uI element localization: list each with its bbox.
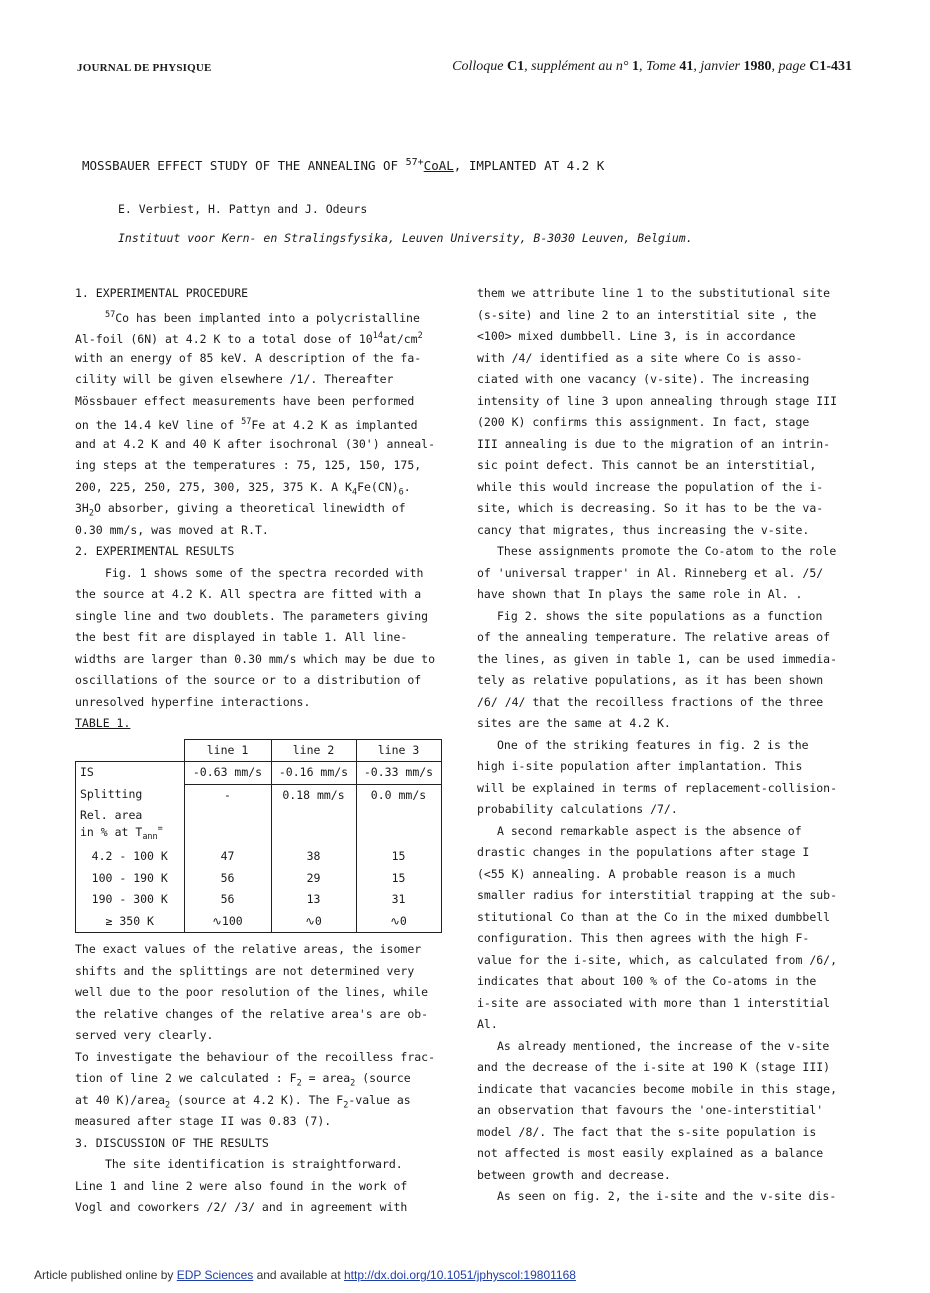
text: = area <box>301 1071 351 1086</box>
text: (source <box>355 1071 411 1086</box>
text-line: not affected is most easily explained as a balance <box>477 1146 824 1160</box>
issue-text: C1-431 <box>809 59 852 74</box>
table-row-label: Splitting <box>76 784 185 806</box>
table-row <box>76 806 442 846</box>
text-line: cancy that migrates, thus increasing the v-site. <box>477 522 810 537</box>
text-line: an observation that favours the 'one-interstitial' <box>477 1103 824 1117</box>
title-superscript: 57+ <box>405 157 424 168</box>
text-line: model /8/. The fact that the s-site population is <box>477 1124 817 1139</box>
table-cell: ∿0 <box>356 911 441 933</box>
text: on the 14.4 keV line of <box>75 417 242 432</box>
text-line: As seen on fig. 2, the i-site and the v-site dis- <box>497 1189 837 1203</box>
institution: Instituut voor Kern- en Stralingsfysika, Leuven University, B-3030 Leuven, Belgium. <box>118 231 693 245</box>
text-line: indicates that about 100 % of the Co-atoms in the <box>477 974 817 988</box>
text-line: oscillations of the source or to a distribution of <box>75 673 422 687</box>
table-header: line 3 <box>356 739 441 762</box>
table-caption-text: TABLE 1. <box>75 716 131 730</box>
issue-text: C1 <box>507 59 525 74</box>
table-row <box>76 911 442 933</box>
subscript: 2 <box>343 1099 349 1110</box>
table-row-label: 4.2 - 100 K <box>76 846 185 868</box>
table-cell: ∿100 <box>184 911 271 933</box>
text-line: value for the i-site, which, as calculated from /6/, <box>477 952 838 967</box>
text-line: (200 K) confirms this assignment. In fact, stage <box>477 415 810 429</box>
text-line: well due to the poor resolution of the lines, while <box>75 985 429 1000</box>
table-cell: 47 <box>184 846 271 868</box>
title-text: CoAL <box>423 158 454 174</box>
text-line: <100> mixed dumbbell. Line 3, is in accordance <box>477 329 796 343</box>
text-line <box>75 1090 465 1112</box>
section-heading: 2. EXPERIMENTAL RESULTS <box>75 544 235 558</box>
paper-title <box>82 157 604 173</box>
table-header: line 1 <box>184 739 271 762</box>
text-line: and at 4.2 K and 40 K after isochronal (30') anneal- <box>75 436 436 451</box>
subscript: 6 <box>398 486 404 497</box>
table-cell: 13 <box>271 889 356 911</box>
text-line: III annealing is due to the migration of an intrin- <box>477 436 831 451</box>
text-line: and the decrease of the i-site at 190 K (stage III) <box>477 1060 831 1074</box>
issue-text: Colloque <box>452 59 508 74</box>
text-line <box>75 1068 465 1090</box>
text-line: measured after stage II was 0.83 (7). <box>75 1114 332 1129</box>
text-line: the best fit are displayed in table 1. All line- <box>75 630 408 644</box>
subscript: 2 <box>165 1099 171 1110</box>
table-cell: -0.33 mm/s <box>356 762 441 785</box>
text-line: shifts and the splittings are not determined very <box>75 963 415 978</box>
rel-area-label <box>80 822 180 844</box>
text: Al-foil (6N) at 4.2 K to a total dose of 10 <box>75 331 373 346</box>
subscript: ann <box>142 832 158 843</box>
text: . <box>403 479 411 494</box>
journal-name: JOURNAL DE PHYSIQUE <box>77 62 212 74</box>
text-line: unresolved hyperfine interactions. <box>75 694 311 709</box>
text-line: Al. <box>477 1017 498 1031</box>
text: -value as <box>348 1092 411 1107</box>
text: (source at 4.2 K). The F <box>170 1092 344 1107</box>
text: Fe at 4.2 K as implanted <box>251 417 418 432</box>
table-cell <box>271 806 356 846</box>
table-caption <box>75 713 465 735</box>
text-line: /6/ /4/ that the recoilless fractions of the three <box>477 694 824 709</box>
table-cell: 38 <box>271 846 356 868</box>
table-row-label: IS <box>76 762 185 785</box>
text-line <box>75 305 465 327</box>
text-line: widths are larger than 0.30 mm/s which may be due to <box>75 651 436 666</box>
text-line: drastic changes in the populations after stage I <box>477 845 810 859</box>
table-row <box>76 762 442 785</box>
title-text: , IMPLANTED AT 4.2 K <box>453 158 605 174</box>
table-row <box>76 868 442 890</box>
table-row-label: 100 - 190 K <box>76 868 185 890</box>
table-cell: 15 <box>356 846 441 868</box>
text-line: Vogl and coworkers /2/ /3/ and in agreement with <box>75 1200 408 1215</box>
table-cell: 0.0 mm/s <box>356 784 441 806</box>
edp-sciences-link[interactable]: EDP Sciences <box>176 1268 254 1282</box>
text: at 40 K)/area <box>75 1092 166 1107</box>
text-line: configuration. This then agrees with the high F- <box>477 931 810 945</box>
superscript: 2 <box>417 331 423 341</box>
text-line: stitutional Co than at the Co in the mixed dumbbell <box>477 909 831 924</box>
text-line: with an energy of 85 keV. A description of the fa- <box>75 350 422 365</box>
text-line: the relative changes of the relative area's are ob- <box>75 1006 429 1021</box>
text-line: One of the striking features in fig. 2 is the <box>497 737 809 752</box>
text-line: i-site are associated with more than 1 interstitial <box>477 995 831 1010</box>
table-cell: ∿0 <box>271 911 356 933</box>
text: 200, 225, 250, 275, 300, 325, 375 K. A K <box>75 479 352 494</box>
superscript: = <box>157 824 163 834</box>
text: O absorber, giving a theoretical linewidth of <box>93 501 406 515</box>
text-line: of 'universal trapper' in Al. Rinneberg et al. /5/ <box>477 565 824 580</box>
footer-text: Article published online by <box>34 1268 177 1282</box>
publication-footer <box>34 1268 576 1282</box>
text-line: Mössbauer effect measurements have been performed <box>75 393 415 408</box>
superscript: 57 <box>105 309 116 320</box>
subscript: 2 <box>350 1078 356 1089</box>
issue-text: , janvier <box>693 59 744 74</box>
text-line: To investigate the behaviour of the recoilless frac- <box>75 1049 436 1064</box>
text: in % at T <box>80 824 143 839</box>
text-line <box>75 326 465 348</box>
issue-text: , supplément au n° <box>524 59 633 74</box>
table-row <box>76 889 442 911</box>
text-line: while this would increase the population of the i- <box>477 479 824 494</box>
text-line: sites are the same at 4.2 K. <box>477 716 671 730</box>
text-line: high i-site population after implantation. This <box>477 759 803 773</box>
text-line <box>75 498 465 520</box>
text-line: of the annealing temperature. The relative areas of <box>477 630 831 644</box>
text: at/cm <box>382 331 418 346</box>
subscript: 2 <box>296 1078 302 1089</box>
text-line: (s-site) and line 2 to an interstitial site , the <box>477 307 817 322</box>
right-column <box>477 283 862 1208</box>
table-corner <box>76 739 185 762</box>
text-line: single line and two doublets. The parameters giving <box>75 608 429 623</box>
left-column <box>75 283 465 1219</box>
table-row <box>76 846 442 868</box>
issue-text: 41 <box>679 59 694 74</box>
table-cell: 31 <box>356 889 441 911</box>
text-line: them we attribute line 1 to the substitutional site <box>477 286 831 300</box>
table-row <box>76 784 442 806</box>
text-line: smaller radius for interstitial trapping at the sub- <box>477 888 838 902</box>
issue-text: , page <box>771 59 810 74</box>
subscript: 4 <box>351 486 358 497</box>
table-cell: 56 <box>184 889 271 911</box>
table-cell <box>184 806 271 846</box>
doi-link[interactable]: http://dx.doi.org/10.1051/jphyscol:19801168 <box>343 1268 576 1282</box>
issue-text: 1980 <box>743 59 772 74</box>
text-line: The exact values of the relative areas, the isomer <box>75 942 422 957</box>
table-row-label: 190 - 300 K <box>76 889 185 911</box>
table-cell: -0.63 mm/s <box>184 762 271 785</box>
superscript: 14 <box>372 331 383 341</box>
issue-text: , Tome <box>639 59 680 74</box>
text-line: indicate that vacancies become mobile in this stage, <box>477 1081 838 1096</box>
table-row-label: ≥ 350 K <box>76 911 185 933</box>
superscript: 57 <box>241 417 252 427</box>
text-line: probability calculations /7/. <box>477 802 678 816</box>
text: 3H <box>75 501 89 515</box>
table-cell: 56 <box>184 868 271 890</box>
issue-info <box>452 59 852 75</box>
table-row-label <box>76 806 185 846</box>
text: tion of line 2 we calculated : F <box>75 1071 297 1086</box>
table-header: line 2 <box>271 739 356 762</box>
text-line: served very clearly. <box>75 1028 214 1043</box>
text-line: the source at 4.2 K. All spectra are fitted with a <box>75 587 422 601</box>
text-line: ing steps at the temperatures : 75, 125, 150, 175, <box>75 458 422 472</box>
table-cell: 0.18 mm/s <box>271 784 356 806</box>
subscript: 2 <box>88 508 94 519</box>
text-line <box>75 412 465 434</box>
text-line: Line 1 and line 2 were also found in the work of <box>75 1178 408 1193</box>
text-line: 0.30 mm/s, was moved at R.T. <box>75 522 269 537</box>
text-line: As already mentioned, the increase of the v-site <box>497 1038 830 1053</box>
text-line: Fig 2. shows the site populations as a function <box>497 608 823 623</box>
text-line: between growth and decrease. <box>477 1167 671 1182</box>
text: Co has been implanted into a polycristalline <box>115 310 420 325</box>
text-line: intensity of line 3 upon annealing through stage III <box>477 393 838 408</box>
table-cell: 15 <box>356 868 441 890</box>
section-heading: 3. DISCUSSION OF THE RESULTS <box>75 1135 269 1150</box>
table-cell <box>356 806 441 846</box>
text-line: cility will be given elsewhere /1/. Thereafter <box>75 372 394 386</box>
section-heading: 1. EXPERIMENTAL PROCEDURE <box>75 286 249 300</box>
footer-text: and available at <box>253 1268 344 1282</box>
authors: E. Verbiest, H. Pattyn and J. Odeurs <box>118 202 368 216</box>
text-line: Fig. 1 shows some of the spectra recorded with <box>105 565 424 580</box>
title-text: MOSSBAUER EFFECT STUDY OF THE ANNEALING OF <box>82 158 406 174</box>
text-line: will be explained in terms of replacement-collision- <box>477 780 838 795</box>
text-line: tely as relative populations, as it has been shown <box>477 673 824 687</box>
text-line: sic point defect. This cannot be an interstitial, <box>477 458 817 472</box>
text-line: have shown that In plays the same role in Al. . <box>477 587 803 601</box>
table-cell: 29 <box>271 868 356 890</box>
data-table <box>75 739 442 934</box>
text-line: with /4/ identified as a site where Co is asso- <box>477 350 803 365</box>
text-line: ciated with one vacancy (v-site). The increasing <box>477 372 810 386</box>
table-cell: - <box>184 784 271 806</box>
text-line: the lines, as given in table 1, can be used immedia- <box>477 651 838 666</box>
issue-text: 1 <box>632 59 640 74</box>
table-header-row <box>76 739 442 762</box>
text-line: (<55 K) annealing. A probable reason is a much <box>477 866 796 881</box>
text-line <box>75 477 465 499</box>
text-line: These assignments promote the Co-atom to the role <box>497 544 837 558</box>
text-line: The site identification is straightforward. <box>105 1157 403 1172</box>
text-line: site, which is decreasing. So it has to be the va- <box>477 501 824 515</box>
text: Fe(CN) <box>357 479 399 494</box>
text-line: A second remarkable aspect is the absence of <box>497 823 802 838</box>
table-cell: -0.16 mm/s <box>271 762 356 785</box>
rel-area-label: Rel. area <box>80 808 143 822</box>
